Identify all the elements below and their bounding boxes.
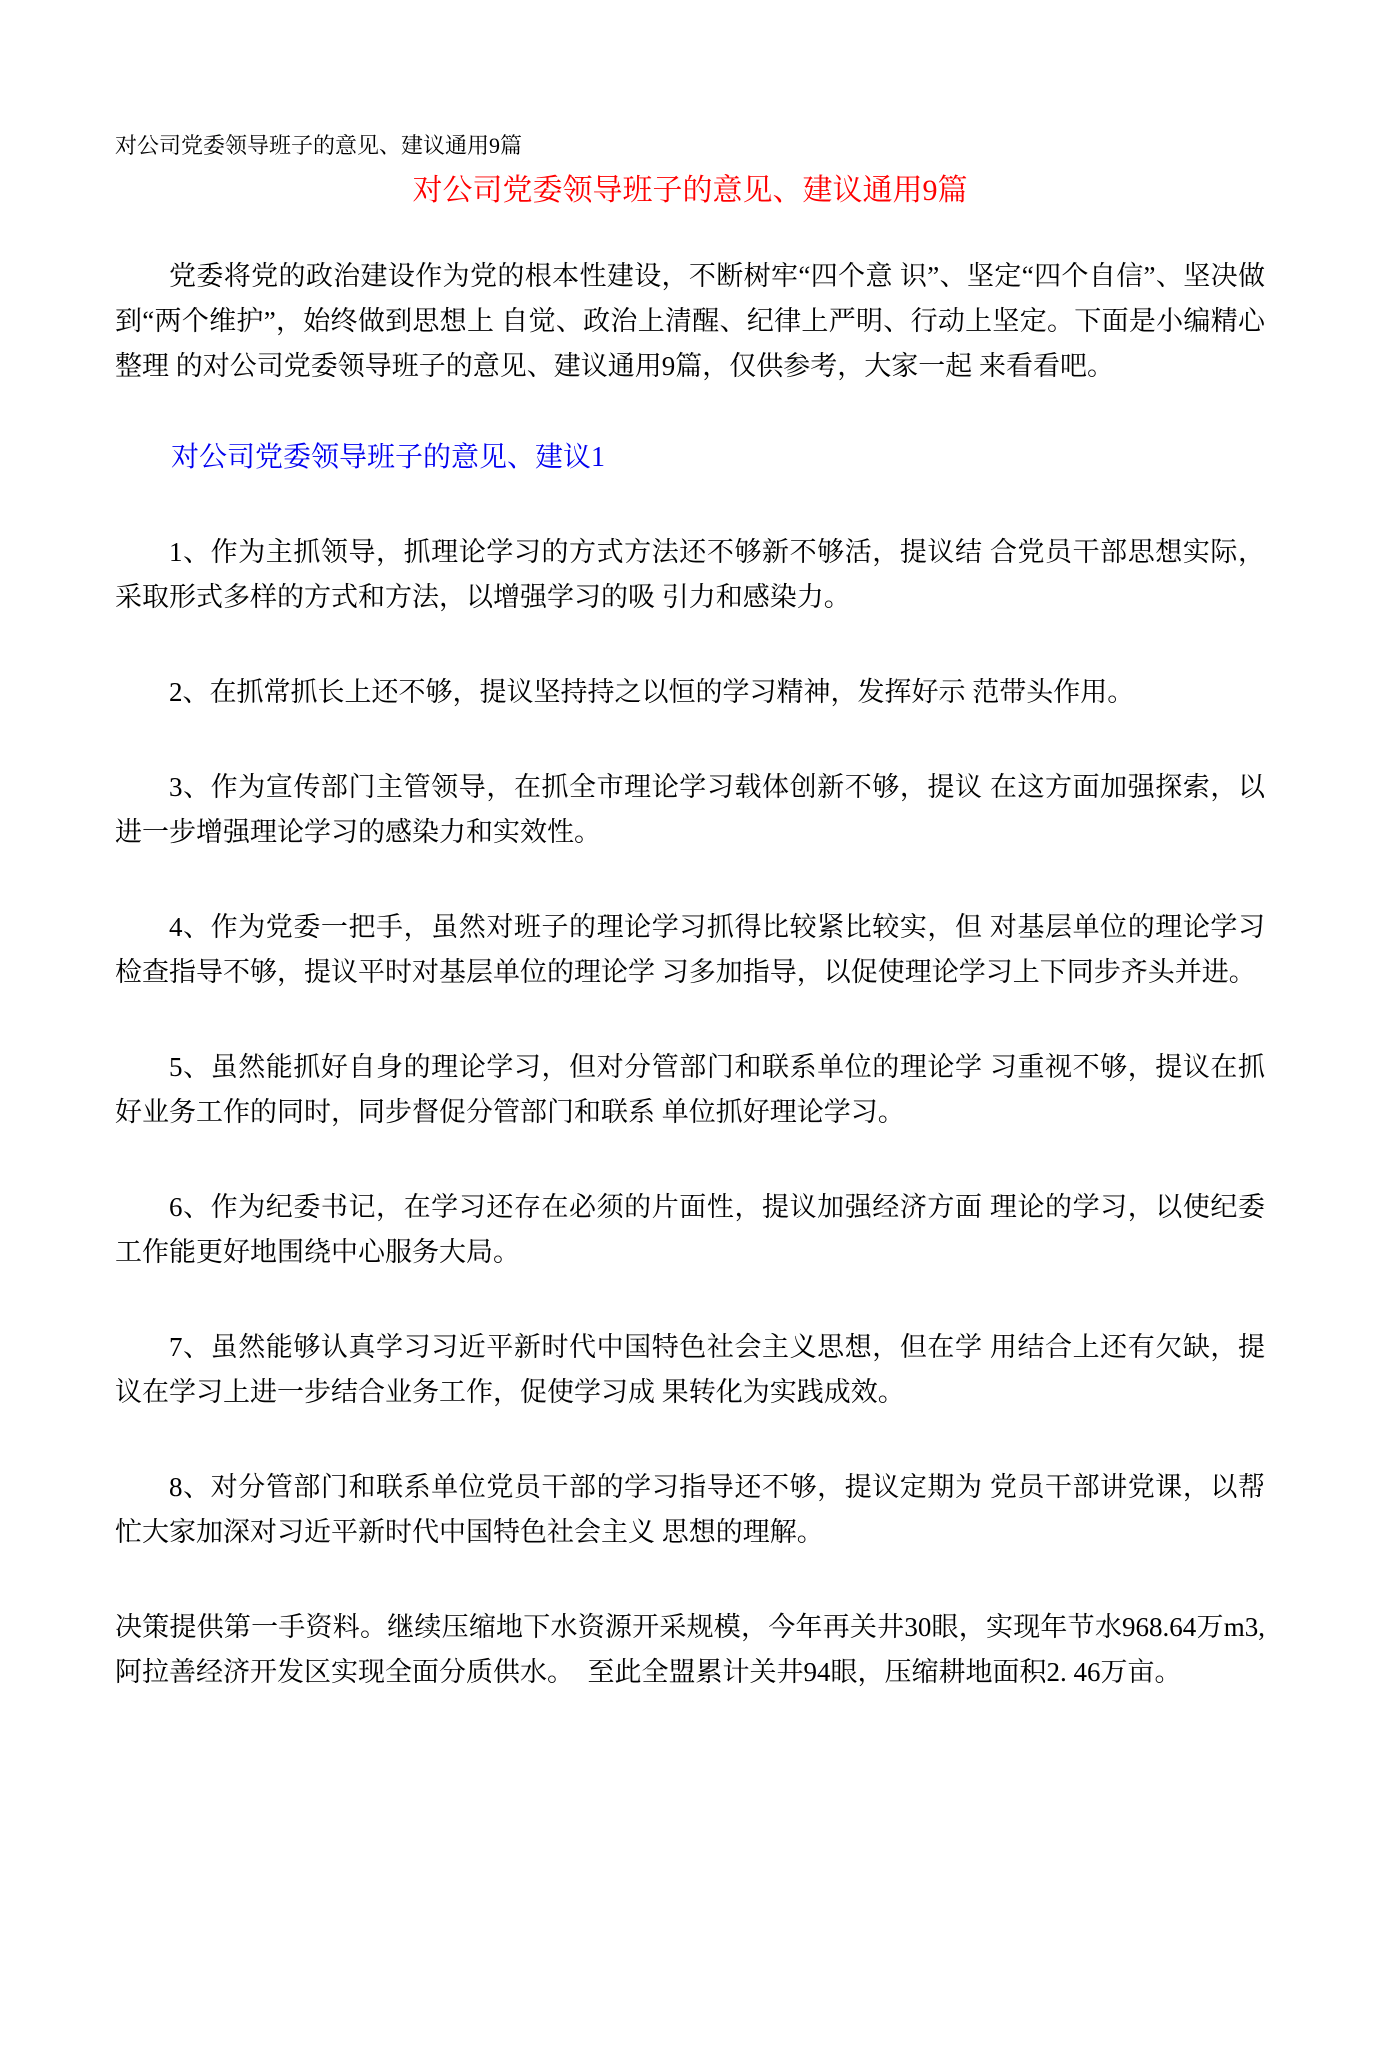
- section-heading: 对公司党委领导班子的意见、建议1: [171, 442, 606, 473]
- closing-paragraph: 决策提供第一手资料。继续压缩地下水资源开采规模，今年再关井30眼，实现年节水968.64万m3,阿拉善经济开发区实现全面分质供水。 至此全盟累计关井94眼，压缩耕地面积2. 46万亩。: [115, 1612, 1265, 1687]
- opinion-item-7: 7、虽然能够认真学习习近平新时代中国特色社会主义思想，但在学 用结合上还有欠缺，提议在学习上进一步结合业务工作，促使学习成 果转化为实践成效。: [115, 1332, 1265, 1407]
- opinion-item-2: 2、在抓常抓长上还不够，提议坚持持之以恒的学习精神，发挥好示 范带头作用。: [169, 677, 1135, 707]
- opinion-item-5: 5、虽然能抓好自身的理论学习，但对分管部门和联系单位的理论学 习重视不够，提议在抓好业务工作的同时，同步督促分管部门和联系 单位抓好理论学习。: [115, 1052, 1265, 1127]
- opinion-item-6: 6、作为纪委书记，在学习还存在必须的片面性，提议加强经济方面 理论的学习，以使纪委工作能更好地围绕中心服务大局。: [115, 1192, 1265, 1267]
- document-header-title: 对公司党委领导班子的意见、建议通用9篇: [115, 133, 523, 158]
- opinion-item-3: 3、作为宣传部门主管领导，在抓全市理论学习载体创新不够，提议 在这方面加强探索，以进一步增强理论学习的感染力和实效性。: [115, 772, 1265, 847]
- opinion-item-8: 8、对分管部门和联系单位党员干部的学习指导还不够，提议定期为 党员干部讲党课，以帮忙大家加深对习近平新时代中国特色社会主义 思想的理解。: [115, 1472, 1265, 1547]
- main-title: 对公司党委领导班子的意见、建议通用9篇: [412, 174, 968, 207]
- intro-paragraph: 党委将党的政治建设作为党的根本性建设，不断树牢“四个意 识”、坚定“四个自信”、坚决做到“两个维护”，始终做到思想上 自觉、政治上清醒、纪律上严明、行动上坚定。下面是小编精心整理 的对公司党委领导班子的意见、建议通用9篇，仅供参考，大家一起 来看看吧。: [115, 261, 1265, 381]
- opinion-item-4: 4、作为党委一把手，虽然对班子的理论学习抓得比较紧比较实，但 对基层单位的理论学习检查指导不够，提议平时对基层单位的理论学 习多加指导，以促使理论学习上下同步齐头并进。: [115, 912, 1265, 987]
- opinion-item-1: 1、作为主抓领导，抓理论学习的方式方法还不够新不够活，提议结 合党员干部思想实际，采取形式多样的方式和方法，以增强学习的吸 引力和感染力。: [115, 537, 1265, 612]
